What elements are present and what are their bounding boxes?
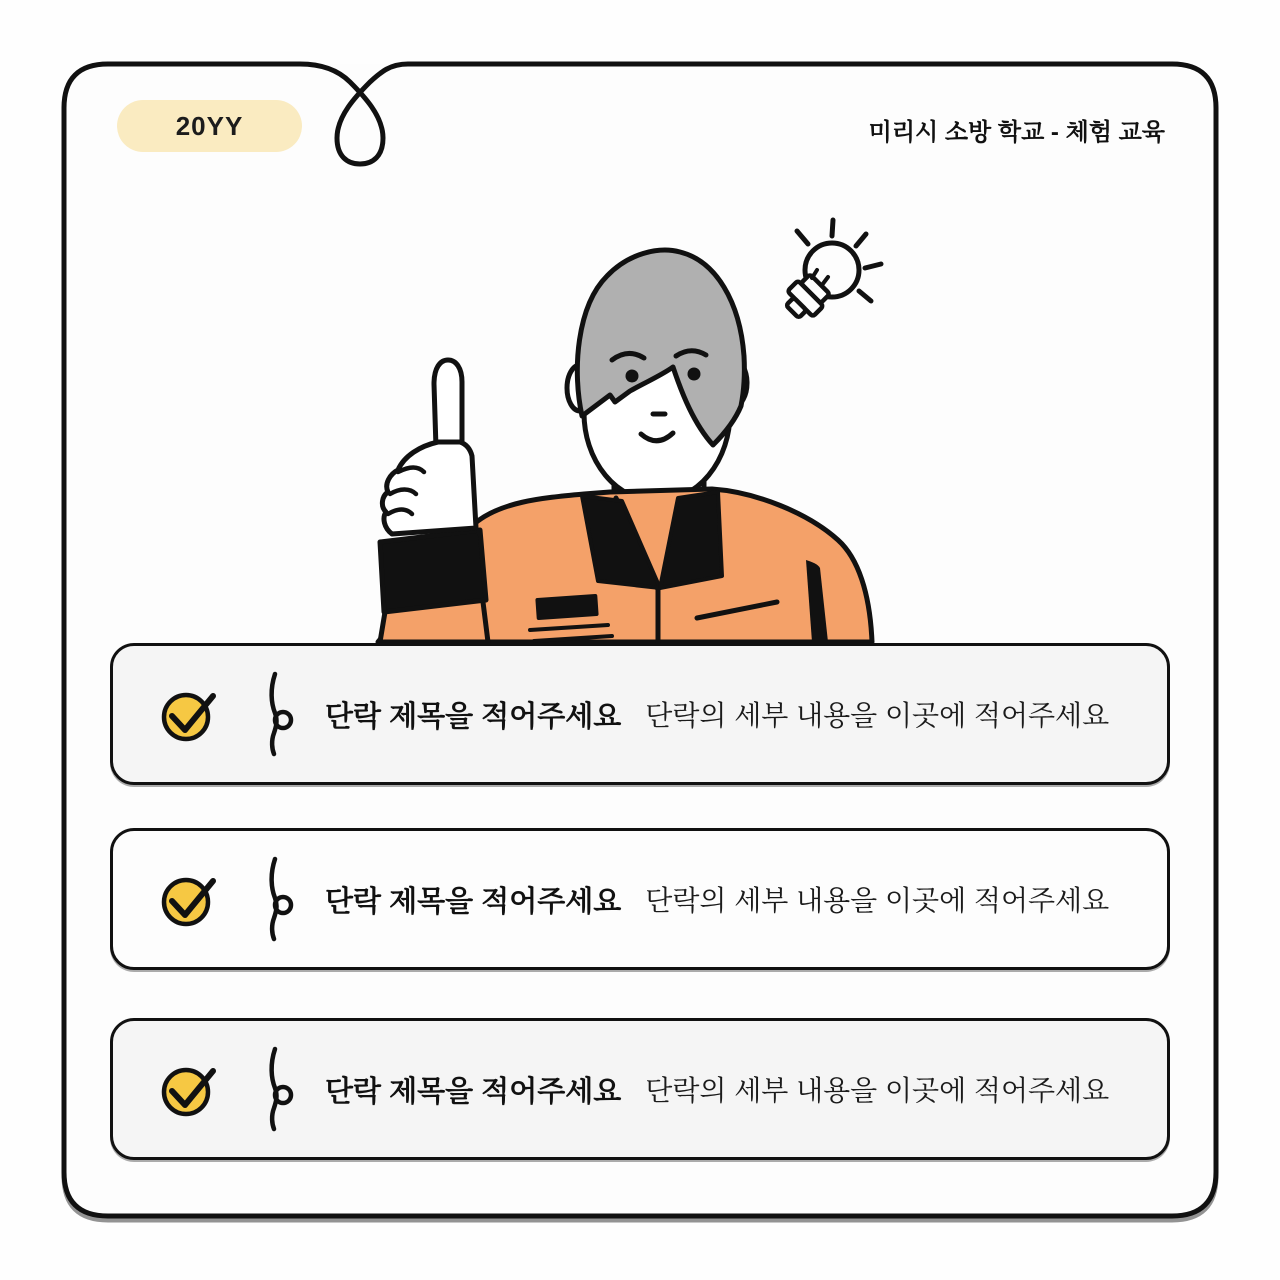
item-description: 단락의 세부 내용을 이곳에 적어주세요 <box>645 885 1110 916</box>
item-description: 단락의 세부 내용을 이곳에 적어주세요 <box>645 1075 1110 1106</box>
item-title: 단락 제목을 적어주세요 <box>325 700 622 733</box>
item-title: 단락 제목을 적어주세요 <box>325 885 622 918</box>
fist <box>382 442 476 534</box>
squiggle-divider-icon <box>255 1046 293 1132</box>
check-icon <box>161 871 217 927</box>
item-description: 단락의 세부 내용을 이곳에 적어주세요 <box>645 700 1110 731</box>
check-icon <box>161 686 217 742</box>
cuff <box>380 530 486 612</box>
name-patch <box>535 594 598 620</box>
list-item-2 <box>110 828 1170 970</box>
firefighter-illustration <box>360 198 920 644</box>
page-title: 미리시 소방 학교 - 체험 교육 <box>868 119 1165 146</box>
check-icon <box>161 1061 217 1117</box>
list-item-3 <box>110 1018 1170 1160</box>
squiggle-divider-icon <box>255 671 293 757</box>
lightbulb-icon <box>780 220 881 324</box>
squiggle-divider-icon <box>255 856 293 942</box>
item-title: 단락 제목을 적어주세요 <box>325 1075 622 1108</box>
year-badge: 20YY <box>117 100 302 152</box>
list-item-1 <box>110 643 1170 785</box>
pointing-finger <box>434 360 462 448</box>
